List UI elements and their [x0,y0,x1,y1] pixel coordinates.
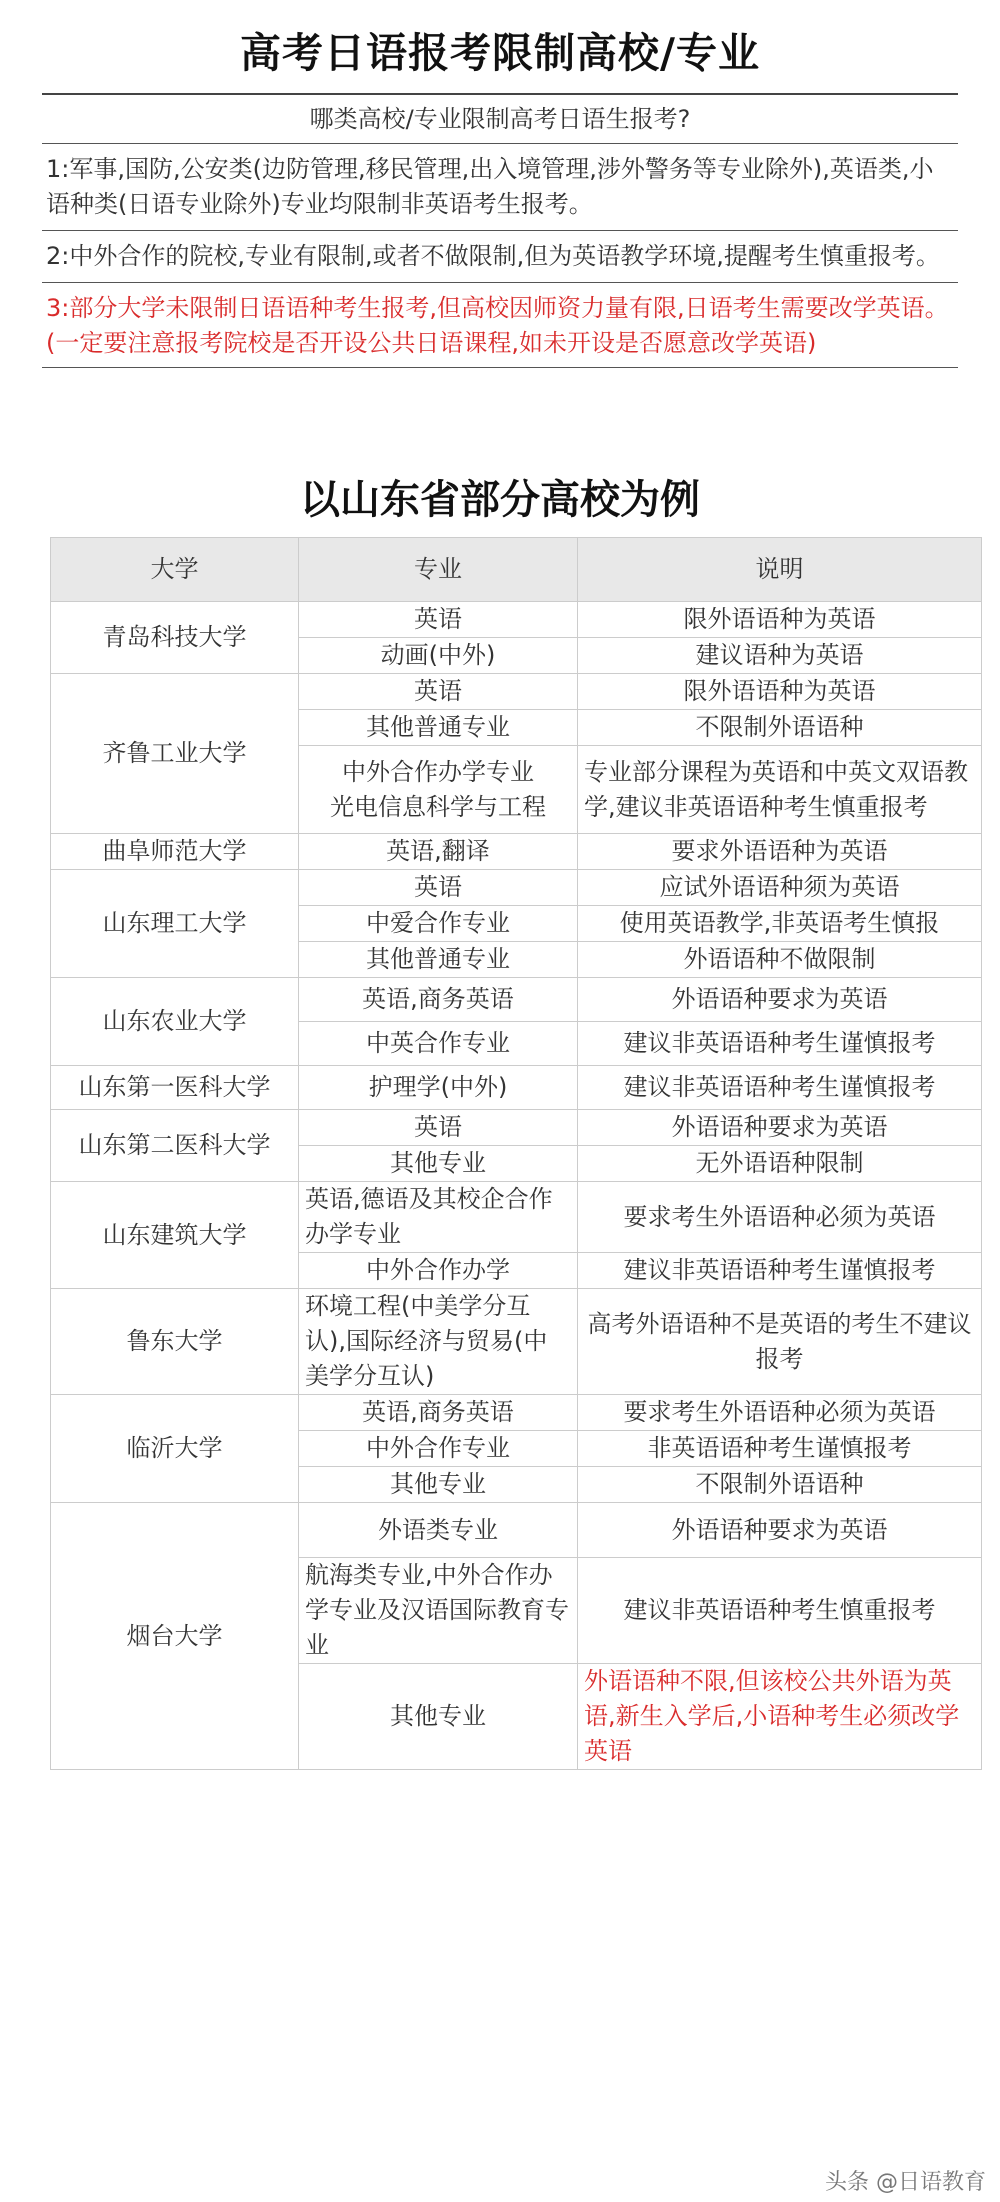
cell-university: 临沂大学 [51,1395,299,1503]
intro-question: 哪类高校/专业限制高考日语生报考? [42,95,958,144]
cell-major: 英语 [299,1110,578,1146]
cell-note: 专业部分课程为英语和中英文双语教学,建议非英语语种考生慎重报考 [578,746,982,834]
cell-major: 其他专业 [299,1664,578,1770]
cell-major: 其他普通专业 [299,710,578,746]
cell-note: 使用英语教学,非英语考生慎报 [578,906,982,942]
cell-note: 建议非英语语种考生慎重报考 [578,1558,982,1664]
cell-note-highlight: 外语语种不限,但该校公共外语为英语,新生入学后,小语种考生必须改学英语 [578,1664,982,1770]
cell-major: 其他专业 [299,1467,578,1503]
cell-note: 建议非英语语种考生谨慎报考 [578,1066,982,1110]
cell-note: 不限制外语语种 [578,1467,982,1503]
cell-note: 外语语种要求为英语 [578,1503,982,1558]
cell-major: 中外合作办学 [299,1253,578,1289]
cell-major: 英语,德语及其校企合作办学专业 [299,1182,578,1253]
table-row [51,1182,982,1253]
cell-note: 要求外语语种为英语 [578,834,982,870]
cell-university: 山东第一医科大学 [51,1066,299,1110]
cell-note: 外语语种要求为英语 [578,1110,982,1146]
cell-major: 中外合作办学专业 光电信息科学与工程 [299,746,578,834]
watermark: 头条 @日语教育 [825,2170,986,2195]
cell-note: 非英语语种考生谨慎报考 [578,1431,982,1467]
cell-major: 护理学(中外) [299,1066,578,1110]
cell-major: 英语 [299,870,578,906]
cell-note: 应试外语语种须为英语 [578,870,982,906]
table-row [51,834,982,870]
cell-university: 山东农业大学 [51,978,299,1066]
university-table [50,537,982,1770]
cell-note: 要求考生外语语种必须为英语 [578,1182,982,1253]
cell-university: 山东建筑大学 [51,1182,299,1289]
table-row [51,870,982,906]
header-university: 大学 [51,538,299,602]
cell-note: 建议非英语语种考生谨慎报考 [578,1253,982,1289]
cell-major: 动画(中外) [299,638,578,674]
cell-major: 英语 [299,674,578,710]
intro-item-1: 1:军事,国防,公安类(边防管理,移民管理,出入境管理,涉外警务等专业除外),英语类,小语种类(日语专业除外)专业均限制非英语考生报考。 [42,144,958,231]
table-row [51,978,982,1022]
cell-note: 外语语种要求为英语 [578,978,982,1022]
cell-major: 英语,商务英语 [299,978,578,1022]
cell-major: 航海类专业,中外合作办学专业及汉语国际教育专业 [299,1558,578,1664]
cell-note: 建议语种为英语 [578,638,982,674]
cell-major: 其他普通专业 [299,942,578,978]
table-row [51,1395,982,1431]
cell-major: 英语,商务英语 [299,1395,578,1431]
intro-item-2: 2:中外合作的院校,专业有限制,或者不做限制,但为英语教学环境,提醒考生慎重报考。 [42,231,958,283]
cell-major: 中英合作专业 [299,1022,578,1066]
cell-major: 英语,翻译 [299,834,578,870]
intro-item-3: 3:部分大学未限制日语语种考生报考,但高校因师资力量有限,日语考生需要改学英语。(一定要注意报考院校是否开设公共日语课程,如未开设是否愿意改学英语) [42,283,958,368]
cell-university: 鲁东大学 [51,1289,299,1395]
cell-major: 其他专业 [299,1146,578,1182]
page-title: 高考日语报考限制高校/专业 [240,29,760,77]
cell-major: 中外合作专业 [299,1431,578,1467]
cell-note: 外语语种不做限制 [578,942,982,978]
table-row [51,602,982,638]
table-body [51,602,982,1770]
table-row [51,674,982,710]
intro-box [42,93,958,368]
cell-note: 建议非英语语种考生谨慎报考 [578,1022,982,1066]
cell-note: 不限制外语语种 [578,710,982,746]
cell-major: 中爱合作专业 [299,906,578,942]
cell-major: 英语 [299,602,578,638]
cell-note: 限外语语种为英语 [578,674,982,710]
cell-note: 无外语语种限制 [578,1146,982,1182]
cell-university: 山东理工大学 [51,870,299,978]
cell-note: 限外语语种为英语 [578,602,982,638]
cell-major: 外语类专业 [299,1503,578,1558]
cell-university: 曲阜师范大学 [51,834,299,870]
cell-note: 高考外语语种不是英语的考生不建议报考 [578,1289,982,1395]
header-major: 专业 [299,538,578,602]
cell-university: 烟台大学 [51,1503,299,1770]
cell-note: 要求考生外语语种必须为英语 [578,1395,982,1431]
table-row [51,1110,982,1146]
table-row [51,1289,982,1395]
section-title: 以山东省部分高校为例 [300,477,700,523]
cell-university: 山东第二医科大学 [51,1110,299,1182]
cell-major: 环境工程(中美学分互认),国际经济与贸易(中美学分互认) [299,1289,578,1395]
header-note: 说明 [578,538,982,602]
cell-university: 青岛科技大学 [51,602,299,674]
table-row [51,1503,982,1558]
table-header-row [51,538,982,602]
table-row [51,1066,982,1110]
cell-university: 齐鲁工业大学 [51,674,299,834]
